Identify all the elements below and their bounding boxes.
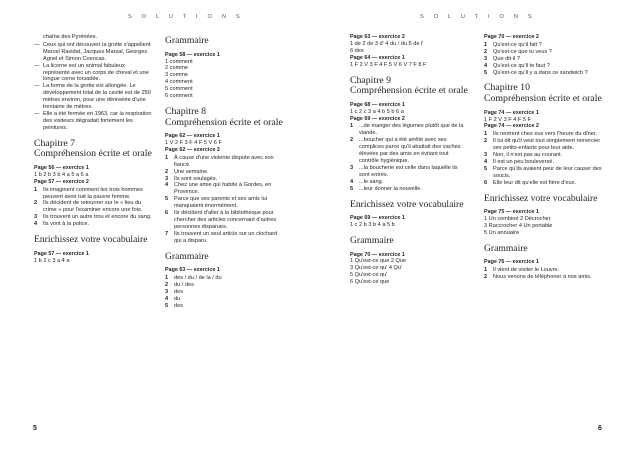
exercise-answer: 3 Qu'est-ce qu' 4 Qu' bbox=[350, 265, 403, 272]
section-heading: Grammaire bbox=[350, 234, 394, 246]
list-item: 3 des bbox=[165, 288, 184, 295]
column-4 bbox=[484, 34, 602, 283]
list-item: — La licorne est un animal fabuleux représenté avec un corps de cheval et une longue corne torsadée. bbox=[34, 62, 149, 83]
list-item: 3 Non, il n'est pas au courant. bbox=[484, 152, 563, 159]
numbered-list bbox=[34, 187, 152, 228]
left-page-number: 5 bbox=[33, 425, 37, 432]
exercise-title: Page 57 — exercice 1 bbox=[34, 250, 89, 257]
exercise-answer: 1 c 2 b 3 b 4 a 5 b bbox=[350, 222, 395, 228]
exercise-answer: 1 F 2 V 3 F 4 F 5 V 6 V 7 F 8 F bbox=[350, 61, 427, 68]
list-item: 1 Ils rentrent chez eux vers l'heure du dîner. bbox=[484, 131, 597, 138]
exercise-title: Page 74 — exercice 2 bbox=[484, 123, 539, 130]
list-item: 1 À cause d'une violente dispute avec son fiancé. bbox=[165, 154, 274, 168]
list-item: 5 des bbox=[165, 302, 184, 309]
exercise-title: Page 62 — exercice 1 bbox=[165, 133, 220, 140]
list-item: 5 Qu'est-ce qu'il y a dans ce sandwich ? bbox=[484, 69, 588, 76]
exercise-title: Page 58 — exercice 1 bbox=[165, 51, 220, 58]
numbered-list bbox=[484, 131, 602, 186]
list-item: 2 Une semaine. bbox=[165, 168, 209, 175]
chapter-heading bbox=[484, 83, 602, 104]
column-3 bbox=[350, 34, 468, 286]
exercise-title: Page 64 — exercice 1 bbox=[350, 54, 405, 61]
list-item: 6 Ils décident d'aller à la bibliothèque pour chercher des articles concernant d'autres personnes disparues. bbox=[165, 210, 277, 230]
exercise-title: Page 62 — exercice 2 bbox=[165, 146, 220, 153]
exercise-title: Page 68 — exercice 1 bbox=[350, 101, 405, 108]
chapter-subtitle: Compréhension écrite et orale bbox=[484, 93, 602, 105]
list-item: 4 ...le sang. bbox=[350, 178, 384, 185]
list-item: 1 ...de manger des légumes plutôt que de la viande. bbox=[350, 123, 464, 137]
exercise-answer: 1 V 2 F 3 F 4 F 5 V 6 F bbox=[165, 140, 222, 147]
left-page-header: S O L U T I O N S bbox=[128, 14, 244, 20]
list-item: 7 Ils trouvent un seul article sur un clochard qui a disparu. bbox=[165, 230, 278, 244]
chapter-heading bbox=[350, 76, 468, 97]
exercise-answer: 1 de 2 de 3 d' 4 du / du 5 de l' bbox=[350, 40, 424, 47]
list-item: 4 Chez une amie qui habite à Gordes, en Provence. bbox=[165, 182, 272, 196]
exercise-answer: 1 Un combiné 2 Décrocher bbox=[484, 216, 551, 223]
list-item: 4 Qu'est-ce qu'il te faut ? bbox=[484, 62, 550, 69]
numbered-list bbox=[350, 123, 468, 192]
column-1 bbox=[34, 34, 152, 264]
section-heading: Enrichissez votre vocabulaire bbox=[34, 234, 148, 246]
exercise-title: Page 57 — exercice 2 bbox=[34, 178, 89, 185]
list-item: 3 Ils trouvent un autre trou et encore du sang. bbox=[34, 214, 152, 221]
list-item: 3 Ils sont soulagés. bbox=[165, 175, 218, 182]
right-page-number: 6 bbox=[598, 425, 602, 432]
exercise-title: Page 70 — exercice 2 bbox=[484, 34, 539, 40]
list-item: 6 Elle leur dit qu'elle est fière d'eux. bbox=[484, 179, 576, 186]
section-heading: Grammaire bbox=[165, 250, 209, 262]
chapter-subtitle: Compréhension écrite et orale bbox=[165, 116, 283, 128]
exercise-title: Page 63 — exercice 1 bbox=[165, 267, 220, 274]
list-item: 4 Ils vont à la police. bbox=[34, 221, 90, 228]
list-item: 2 du / des bbox=[165, 282, 194, 289]
numbered-list bbox=[165, 275, 283, 310]
list-item: 1 Il vient de visiter le Louvre. bbox=[484, 267, 560, 274]
exercise-answer: 1 b 2 b 3 b 4 a 5 a 6 a bbox=[34, 171, 89, 178]
intro-line: chaîne des Pyrénées. bbox=[43, 34, 98, 40]
list-item: 2 ...boucher qui a été arrêté avec ses complices parce qu'il abattait des vaches élevées par des amis en évitant tout contrôle hygiénique. bbox=[350, 137, 461, 164]
exercise-answer: 3 Raccrocher 4 Un portable bbox=[484, 223, 553, 229]
exercise-answer: 1 F 2 V 3 F 4 F 5 F bbox=[484, 116, 531, 123]
list-item: — Ceux qui ont découvert la grotte s'appellent Marcel Ravidat, Jacques Marsal, Georges Agnel et Simon Coencas. bbox=[34, 41, 151, 62]
list-item: — Elle a été fermée en 1963, car la respiration des visiteurs dégradait fortement les peintures. bbox=[34, 110, 152, 131]
list-item: 2 Ils décident de retourner sur le « lieu du crime » pour l'examiner encore une fois. bbox=[34, 200, 143, 214]
exercise-answer: 2 comme bbox=[165, 65, 189, 72]
exercise-answer: 5 comment bbox=[165, 86, 193, 93]
chapter-title: Chapitre 10 bbox=[484, 82, 530, 94]
exercise-answer: 4 comment bbox=[165, 79, 193, 86]
list-item: 1 des / du / de la / du bbox=[165, 275, 222, 282]
exercise-answer: 6 Qu'est-ce que bbox=[350, 279, 390, 286]
exercise-title: Page 63 — exercice 2 bbox=[350, 34, 405, 40]
exercise-answer: 1 b 2 c 3 a 4 a bbox=[34, 257, 70, 264]
exercise-title: Page 56 — exercice 1 bbox=[34, 164, 89, 171]
exercise-title: Page 69 — exercice 2 bbox=[350, 115, 405, 122]
column-2 bbox=[165, 34, 283, 312]
numbered-list bbox=[165, 155, 283, 245]
chapter-title: Chapitre 7 bbox=[34, 137, 76, 149]
bullet-list bbox=[34, 42, 152, 132]
section-heading: Grammaire bbox=[165, 35, 209, 46]
right-page-header: S O L U T I O N S bbox=[420, 14, 536, 20]
exercise-title: Page 76 — exercice 1 bbox=[484, 259, 539, 266]
chapter-heading bbox=[34, 139, 152, 160]
list-item: 2 Il lui dit qu'il veut tout simplement remercier ses petits-enfants pour leur aide. bbox=[484, 138, 601, 152]
exercise-title: Page 69 — exercice 1 bbox=[350, 215, 405, 222]
exercise-answer: 1 Qu'est-ce que 2 Que bbox=[350, 258, 407, 265]
section-heading: Grammaire bbox=[484, 242, 528, 254]
exercise-answer: 6 comment bbox=[165, 93, 193, 100]
exercise-answer: 1 comment bbox=[165, 58, 193, 65]
list-item: 5 ...leur donner la nouvelle. bbox=[350, 185, 422, 192]
section-heading: Enrichissez votre vocabulaire bbox=[484, 192, 598, 204]
exercise-answer: 1 c 2 c 3 a 4 b 5 b 6 a bbox=[350, 108, 404, 115]
chapter-heading bbox=[165, 107, 283, 128]
chapter-subtitle: Compréhension écrite et orale bbox=[350, 85, 468, 97]
list-item: 1 Qu'est-ce qu'il fait ? bbox=[484, 41, 542, 48]
exercise-title: Page 70 — exercice 1 bbox=[350, 251, 405, 258]
chapter-title: Chapitre 9 bbox=[350, 74, 392, 86]
list-item: 2 Nous venons de téléphoner à nos amis. bbox=[484, 274, 592, 281]
exercise-answer: 5 Qu'est-ce qu' bbox=[350, 272, 388, 279]
exercise-title: Page 75 — exercice 1 bbox=[484, 209, 539, 216]
list-item: 1 Ils imaginent comment les trois hommes peuvent avoir tué la pauvre femme. bbox=[34, 186, 143, 200]
exercise-answer: 6 des bbox=[350, 47, 364, 54]
list-item: 3 ...la boucherie est celle dans laquelle ils sont entrés. bbox=[350, 164, 458, 178]
exercise-answer: 5 Un annuaire bbox=[484, 229, 520, 236]
chapter-subtitle: Compréhension écrite et orale bbox=[34, 148, 152, 160]
list-item: 2 Qu'est-ce que tu veux ? bbox=[484, 48, 552, 55]
numbered-list bbox=[484, 42, 602, 77]
list-item: 4 du bbox=[165, 295, 181, 302]
list-item: — La forme de la grotte est allongée. Le développement total de la cavité est de 250 mètres environ, pour une dénivelée d'une trentaine de mètres. bbox=[34, 83, 151, 111]
exercise-title: Page 74 — exercice 1 bbox=[484, 109, 539, 116]
list-item: 4 Il est un peu bouleversé. bbox=[484, 158, 554, 165]
chapter-title: Chapitre 8 bbox=[165, 105, 207, 117]
numbered-list bbox=[484, 267, 602, 281]
list-item: 5 Parce qu'ils avaient peur de leur causer des soucis. bbox=[484, 165, 602, 179]
exercise-answer: 3 comme bbox=[165, 72, 189, 79]
list-item: 5 Parce que ses parents et ses amis lui manquaient énormément. bbox=[165, 196, 267, 210]
section-heading: Enrichissez votre vocabulaire bbox=[350, 198, 464, 210]
list-item: 3 Que dit-il ? bbox=[484, 55, 521, 62]
